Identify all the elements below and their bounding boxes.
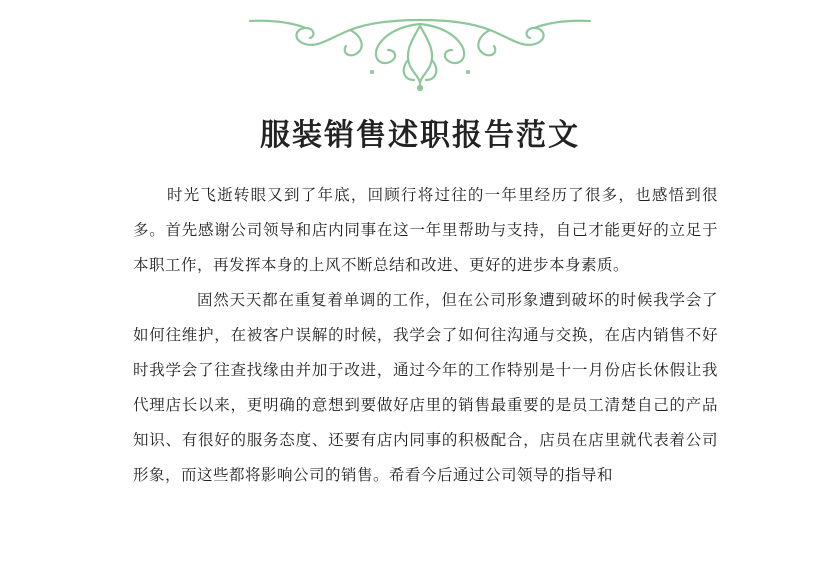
document-title: 服装销售述职报告范文 (260, 118, 580, 153)
decorative-ornament-header (0, 0, 840, 95)
paragraph-2: 固然天天都在重复着单调的工作，但在公司形象遭到破坏的时候我学会了如何往维护，在被客户误解的时候，我学会了如何往沟通与交换，在店内销售不好时我学会了往查找缘由并加于改进，通过今年的工作特别是十一月份店长休假让我代理店长以来，更明确的意想到要做好店里的销售最重要的是员工清楚自己的产品知识、有很好的服务态度、还要有店内同事的积极配合，店员在店里就代表着公司形象，而这些都将影响公司的销售。希看今后通过公司领导的指导和 (133, 291, 718, 484)
paragraph-1: 时光飞逝转眼又到了年底，回顾行将过往的一年里经历了很多，也感悟到很多。首先感谢公司领导和店内同事在这一年里帮助与支持，自己才能更好的立足于本职工作，再发挥本身的上风不断总结和改进、更好的进步本身素质。 (133, 186, 718, 274)
document-body (133, 178, 718, 493)
